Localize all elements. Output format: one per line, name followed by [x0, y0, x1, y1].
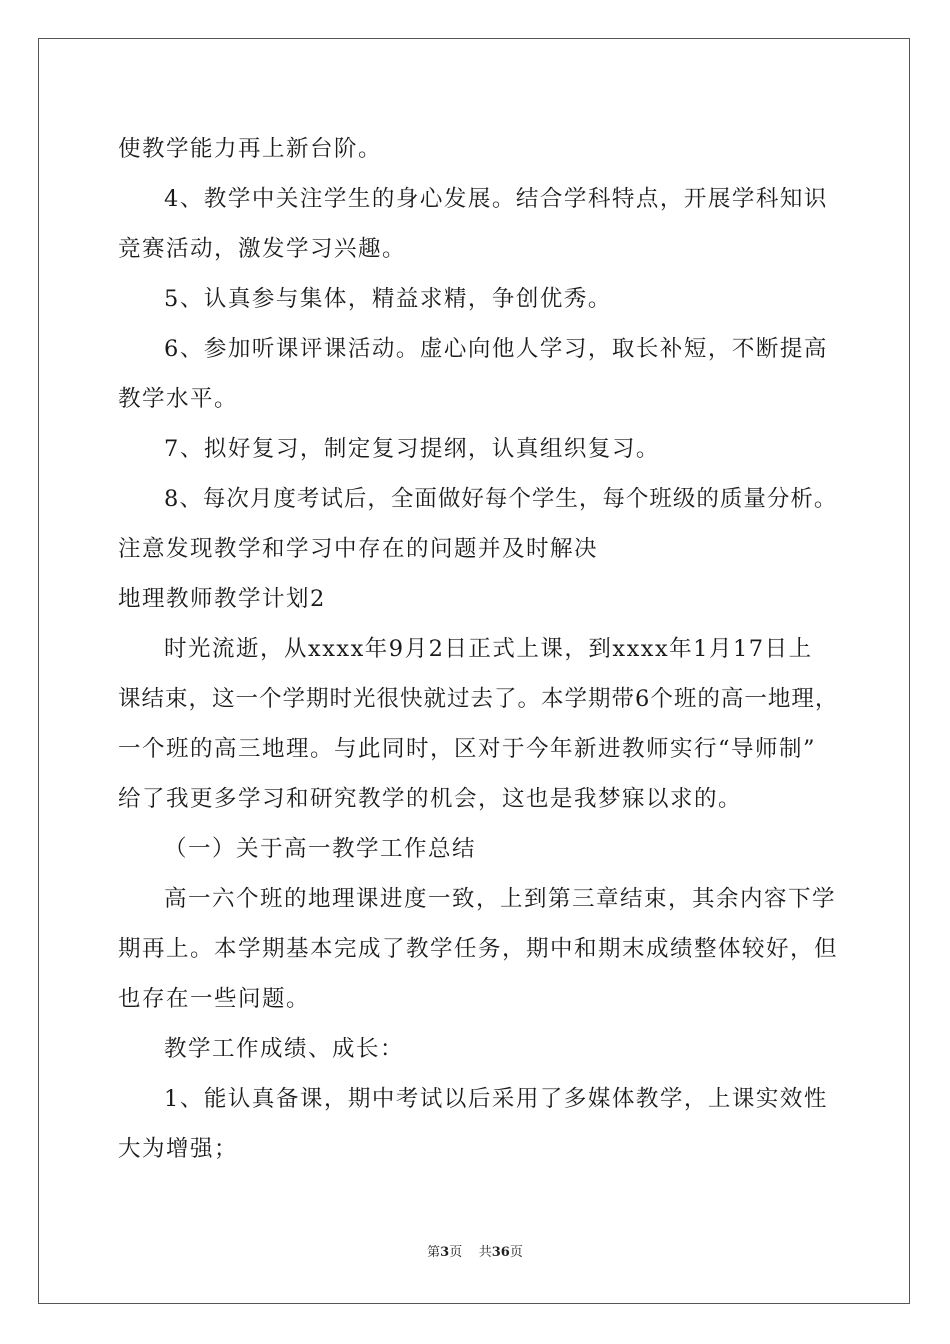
page-border — [38, 38, 910, 1304]
paragraph-line: 期再上。本学期基本完成了教学任务，期中和期末成绩整体较好，但 — [118, 936, 839, 962]
paragraph-line: 时光流逝，从xxxx年9月2日正式上课，到xxxx年1月17日上 — [164, 636, 813, 662]
total-suffix: 页 — [509, 1245, 523, 1260]
paragraph-line: 也存在一些问题。 — [118, 986, 311, 1012]
page-prefix: 第 — [427, 1245, 441, 1260]
page-number: 3 — [440, 1245, 450, 1260]
paragraph-line: 5、认真参与集体，精益求精，争创优秀。 — [164, 286, 612, 312]
subsection-heading: （一）关于高一教学工作总结 — [164, 836, 477, 862]
paragraph-line: 大为增强； — [118, 1136, 239, 1162]
paragraph-line: 8、每次月度考试后，全面做好每个学生，每个班级的质量分析。 — [164, 486, 838, 512]
paragraph-line: 竞赛活动，激发学习兴趣。 — [118, 236, 407, 262]
paragraph-line: 课结束，这一个学期时光很快就过去了。本学期带6个班的高一地理， — [118, 686, 839, 712]
paragraph-line: 高一六个班的地理课进度一致，上到第三章结束，其余内容下学 — [164, 886, 837, 912]
section-heading: 地理教师教学计划2 — [118, 586, 326, 612]
paragraph-line: 4、教学中关注学生的身心发展。结合学科特点，开展学科知识 — [164, 186, 828, 212]
paragraph-line: 给了我更多学习和研究教学的机会，这也是我梦寐以求的。 — [118, 786, 743, 812]
paragraph-line: 1、能认真备课，期中考试以后采用了多媒体教学，上课实效性 — [164, 1086, 828, 1112]
page-suffix: 页 — [449, 1245, 463, 1260]
paragraph-line: 7、拟好复习，制定复习提纲，认真组织复习。 — [164, 436, 660, 462]
paragraph-line: 使教学能力再上新台阶。 — [118, 136, 383, 162]
paragraph-line: 教学水平。 — [118, 386, 239, 412]
paragraph-line: 注意发现教学和学习中存在的问题并及时解决 — [118, 536, 599, 562]
total-prefix: 共 — [478, 1245, 492, 1260]
paragraph-line: 教学工作成绩、成长： — [164, 1036, 405, 1062]
paragraph-line: 一个班的高三地理。与此同时，区对于今年新进教师实行“导师制” — [118, 736, 817, 762]
paragraph-line: 6、参加听课评课活动。虚心向他人学习，取长补短，不断提高 — [164, 336, 828, 362]
page-footer — [0, 1244, 950, 1262]
total-pages: 36 — [491, 1245, 510, 1260]
